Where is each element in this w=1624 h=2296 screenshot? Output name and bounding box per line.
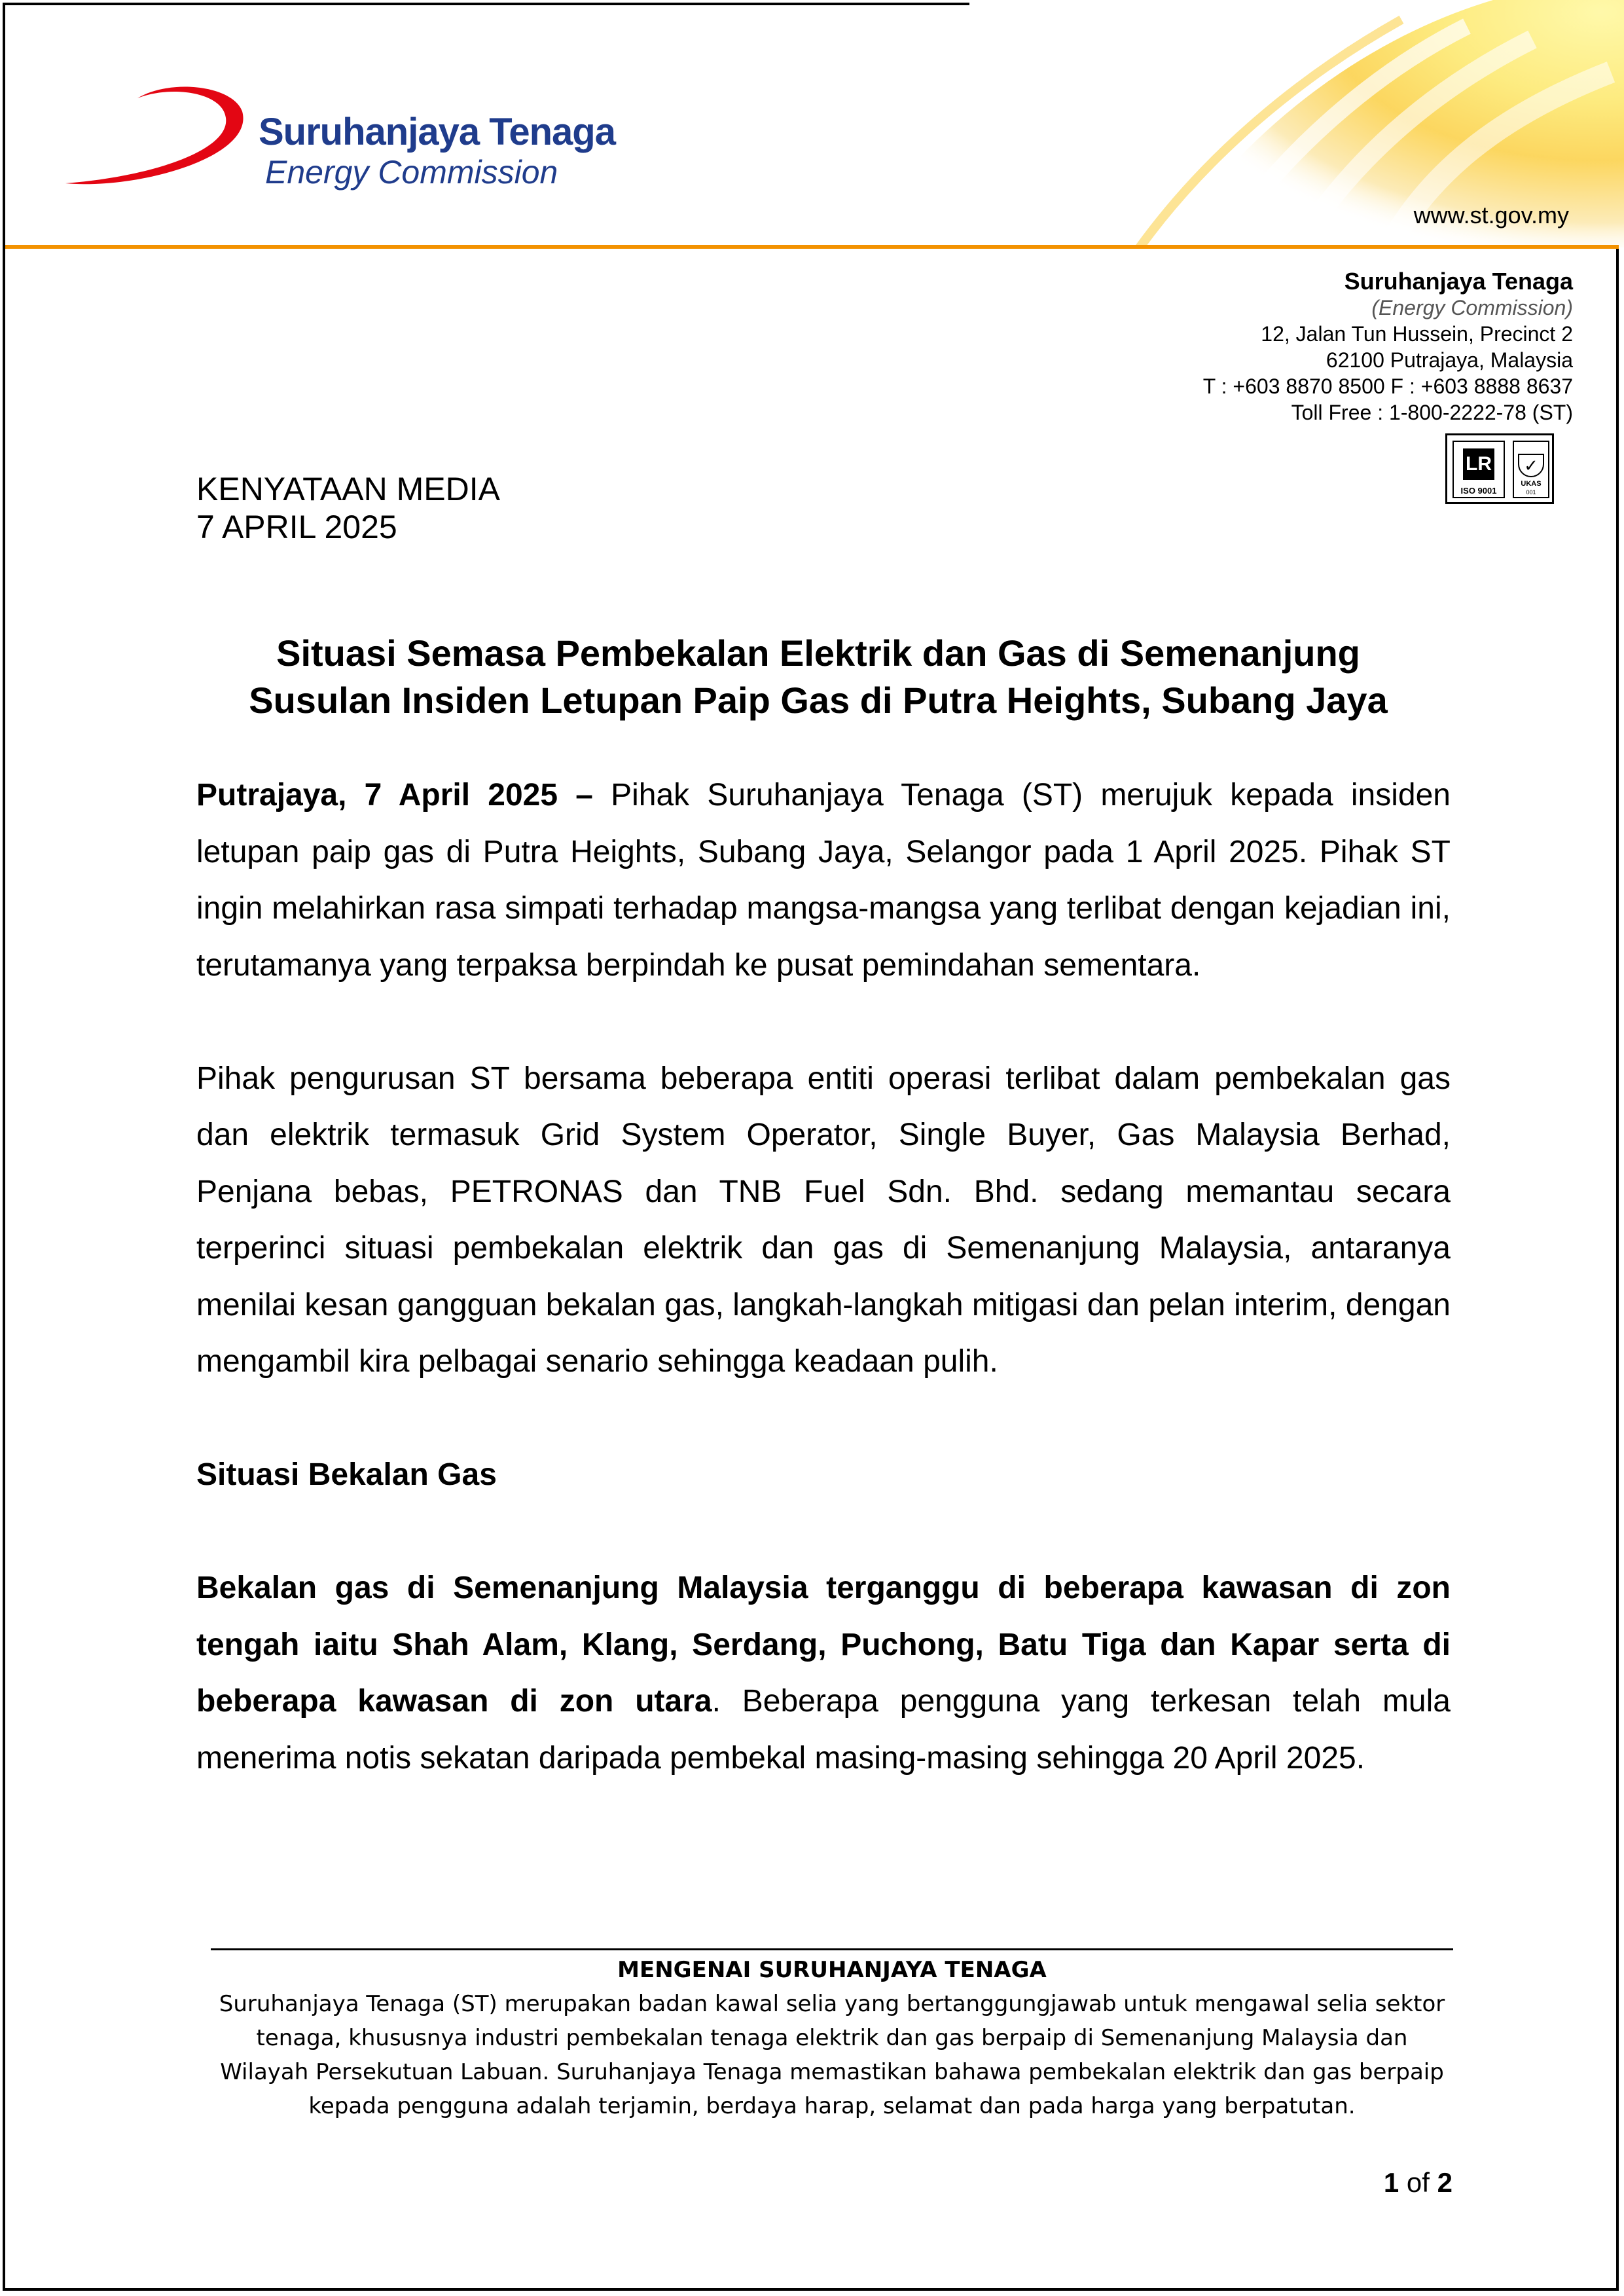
page-title [196, 630, 1440, 724]
page-number [1384, 2167, 1453, 2198]
letterhead [0, 0, 1624, 249]
address-org-sub: (Energy Commission) [1371, 296, 1573, 319]
page-total: 2 [1437, 2167, 1453, 2198]
media-date: 7 APRIL 2025 [196, 509, 397, 545]
about-title: MENGENAI SURUHANJAYA TENAGA [617, 1957, 1047, 1983]
dateline: Putrajaya, 7 April 2025 – [196, 778, 593, 812]
about-text: Suruhanjaya Tenaga (ST) merupakan badan kawal selia yang bertanggungjawab untuk mengawal selia sektor tenaga, khususnya industri pembekalan tenaga elektrik dan gas berpaip di Semenanjung Malaysia dan Wilayah Persekutuan Labuan. Suruhanjaya Tenaga memastikan bahawa pembekalan elektrik dan gas berpaip kepada pengguna adalah terjamin, berdaya harap, selamat dan pada harga yang berpatutan. [219, 1991, 1445, 2119]
logo [59, 72, 661, 203]
certification-badge-icon [1445, 433, 1554, 504]
paragraph-text: Pihak Suruhanjaya Tenaga (ST) merujuk kepada insiden letupan paip gas di Putra Heights, Subang Jaya, Selangor pada 1 April 2025. Pihak ST ingin melahirkan rasa simpati terhadap mangsa-mangsa yang terlibat dengan kejadian ini, terutamanya yang terpaksa berpindah ke pusat pemindahan sementara. [196, 778, 1451, 983]
address-org: Suruhanjaya Tenaga [1344, 268, 1573, 295]
lr-certification-icon [1453, 441, 1505, 498]
check-icon: ✓ [1518, 454, 1544, 477]
title-line: Situasi Semasa Pembekalan Elektrik dan Gas di Semenanjung [276, 632, 1360, 674]
logo-subtitle: Energy Commission [265, 154, 558, 191]
iso-label: ISO 9001 [1460, 486, 1497, 496]
address-line: 62100 Putrajaya, Malaysia [1326, 348, 1573, 372]
header-orange-rule [5, 245, 1619, 249]
page-current: 1 [1383, 2167, 1399, 2198]
title-line: Susulan Insiden Letupan Paip Gas di Putra Heights, Subang Jaya [249, 680, 1388, 721]
phone-line: T : +603 8870 8500 F : +603 8888 8637 [1202, 374, 1573, 398]
logo-name: Suruhanjaya Tenaga [259, 111, 615, 153]
paragraph-2: Pihak pengurusan ST bersama beberapa entiti operasi terlibat dalam pembekalan gas dan elektrik termasuk Grid System Operator, Single Buyer, Gas Malaysia Berhad, Penjana bebas, PETRONAS dan TNB Fuel Sdn. Bhd. sedang memantau secara terperinci situasi pembekalan elektrik dan gas di Semenanjung Malaysia, antaranya menilai kesan gangguan bekalan gas, langkah-langkah mitigasi dan pelan interim, dengan mengambil kira pelbagai senario sehingga keadaan pulih. [196, 1061, 1451, 1379]
section-heading: Situasi Bekalan Gas [196, 1457, 497, 1492]
ukas-number: 001 [1526, 489, 1536, 496]
paragraph-text: . Beberapa pengguna yang terkesan telah mula menerima notis sekatan daripada pembekal masing-masing sehingga 20 April 2025. [196, 1684, 1451, 1776]
about-box [211, 1953, 1453, 2123]
ukas-certification-icon [1513, 441, 1549, 498]
lr-mark: LR [1463, 448, 1494, 480]
paragraph-3 [196, 1560, 1451, 1787]
body-text [196, 767, 1451, 1844]
website-link[interactable]: www.st.gov.my [1413, 202, 1569, 228]
swoosh-icon [59, 72, 281, 203]
ukas-label: UKAS [1521, 480, 1542, 488]
paragraph-1 [196, 767, 1451, 994]
address-block [1203, 268, 1573, 426]
paragraph-bold-text: Bekalan gas di Semenanjung Malaysia terganggu di beberapa kawasan di zon tengah iaitu Shah Alam, Klang, Serdang, Puchong, Batu Tiga dan Kapar serta di beberapa kawasan di zon utara [196, 1571, 1451, 1719]
about-divider [211, 1948, 1453, 1950]
media-statement-label [196, 470, 500, 546]
media-label: KENYATAAN MEDIA [196, 471, 500, 507]
address-line: 12, Jalan Tun Hussein, Precinct 2 [1261, 322, 1573, 346]
page-of: of [1399, 2167, 1437, 2198]
toll-free-line: Toll Free : 1-800-2222-78 (ST) [1291, 401, 1573, 424]
